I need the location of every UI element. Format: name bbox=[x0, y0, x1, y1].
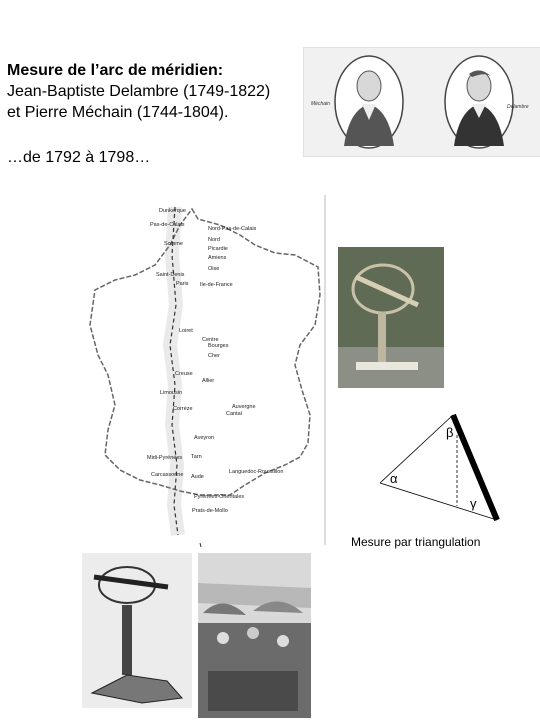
map-label: Amiens bbox=[208, 255, 227, 261]
map-label: Carcassonne bbox=[151, 472, 184, 478]
france-outline bbox=[90, 209, 320, 495]
map-label: Bourges bbox=[208, 343, 229, 349]
map-label: Limousin bbox=[160, 390, 183, 396]
map-svg bbox=[80, 195, 335, 550]
angle-gamma: γ bbox=[470, 496, 477, 511]
angle-beta: β bbox=[446, 425, 454, 440]
map-label: Aude bbox=[191, 474, 204, 480]
figure-head-3 bbox=[277, 635, 289, 647]
map-label: Oise bbox=[208, 266, 220, 272]
delambre-label: Delambre bbox=[507, 104, 529, 110]
map-label: Midi-Pyrénées bbox=[147, 455, 183, 461]
figure-head-1 bbox=[217, 632, 229, 644]
title-block bbox=[7, 60, 307, 123]
map-label: Loiret bbox=[179, 328, 193, 334]
map-label: Nord bbox=[208, 237, 220, 243]
bottom-instrument-column bbox=[122, 605, 132, 675]
title-mechain: et Pierre Méchain (1744-1804). bbox=[7, 104, 229, 121]
map-label: Allier bbox=[202, 378, 215, 384]
map-label: Dunkerque bbox=[159, 208, 186, 214]
engraving-svg bbox=[198, 553, 311, 718]
map-label: Tarn bbox=[191, 454, 202, 460]
map-label: Paris bbox=[176, 281, 189, 287]
map-label: Ile-de-France bbox=[200, 282, 233, 288]
map-label: Languedoc-Roussillon bbox=[229, 469, 284, 475]
map-label: Picardie bbox=[208, 246, 228, 252]
figure-head-2 bbox=[247, 627, 259, 639]
portraits-image bbox=[303, 47, 540, 157]
triangulation-diagram bbox=[380, 410, 510, 528]
map-label: Prats-de-Mollo bbox=[192, 508, 228, 514]
map-label: Aveyron bbox=[194, 435, 215, 441]
title-heading: Mesure de l’arc de méridien: bbox=[7, 62, 224, 79]
map-label: Centre bbox=[202, 337, 219, 343]
title-delambre: Jean-Baptiste Delambre (1749-1822) bbox=[7, 83, 271, 100]
mechain-head bbox=[357, 71, 381, 101]
date-range: …de 1792 à 1798… bbox=[7, 149, 151, 166]
instrument-engraving bbox=[82, 553, 192, 708]
triangle-side-b bbox=[380, 483, 497, 520]
instrument-bottom-svg bbox=[82, 553, 192, 708]
south-arrow bbox=[200, 543, 201, 547]
instrument-base bbox=[356, 362, 418, 370]
triangle-svg bbox=[380, 410, 510, 528]
survey-party-engraving bbox=[198, 553, 311, 718]
instrument-top-svg bbox=[338, 247, 444, 388]
map-label: Nord-Pas-de-Calais bbox=[208, 226, 257, 232]
map-label: Cher bbox=[208, 353, 220, 359]
map-label: Auvergne bbox=[232, 404, 256, 410]
map-label: Saint-Denis bbox=[156, 272, 185, 278]
map-label: Corrèze bbox=[173, 406, 193, 412]
map-label: Pyrénées-Orientales bbox=[194, 494, 245, 500]
meridian-map bbox=[80, 195, 335, 550]
map-label: Somme bbox=[164, 241, 183, 247]
foreground bbox=[208, 671, 298, 711]
repeating-circle-photo bbox=[338, 247, 444, 388]
portraits-svg bbox=[304, 48, 540, 156]
triangulation-caption: Mesure par triangulation bbox=[351, 535, 481, 549]
map-label: Cantal bbox=[226, 411, 242, 417]
mechain-label: Méchain bbox=[311, 101, 330, 107]
angle-alpha: α bbox=[390, 471, 398, 486]
map-label: Pas-de-Calais bbox=[150, 222, 185, 228]
instrument-column bbox=[378, 312, 386, 362]
map-label: Creuse bbox=[175, 371, 193, 377]
